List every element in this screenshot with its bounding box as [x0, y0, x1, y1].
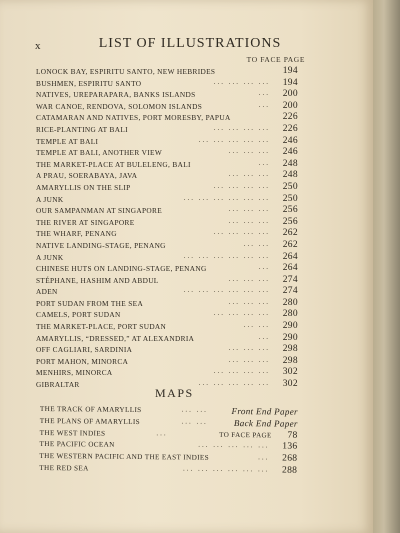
- illustration-caption: MENHIRS, MINORCA: [36, 368, 113, 378]
- page-number: 200: [282, 89, 298, 100]
- map-item: [39, 463, 297, 477]
- list-item: [36, 136, 298, 148]
- leader-dots: ... ... ... ... ...: [198, 441, 270, 450]
- maps-heading: MAPS: [155, 386, 194, 400]
- leader-dots: ... ...: [181, 417, 208, 426]
- list-item: [36, 112, 298, 124]
- illustration-caption: AMARYLLIS, “DRESSED,” AT ALEXANDRIA: [36, 333, 195, 343]
- leader-dots: ... ... ...: [228, 355, 270, 364]
- list-item: [36, 228, 298, 240]
- page-number: 290: [282, 321, 298, 332]
- illustration-caption: WAR CANOE, RENDOVA, SOLOMON ISLANDS: [36, 101, 203, 111]
- map-page: 78: [287, 430, 298, 441]
- leader-dots: ... ... ... ... ... ...: [183, 251, 270, 260]
- map-caption: THE PACIFIC OCEAN: [39, 440, 115, 450]
- to-face-page-label: TO FACE PAGE: [219, 430, 272, 440]
- leader-dots: ... ... ... ... ...: [198, 379, 270, 388]
- leader-dots: ...: [258, 332, 270, 341]
- list-item: [36, 205, 298, 217]
- illustration-caption: CATAMARAN AND NATIVES, PORT MORESBY, PAPUA: [36, 113, 231, 123]
- illustration-caption: NATIVE LANDING-STAGE, PENANG: [36, 240, 166, 250]
- map-page: 288: [281, 465, 298, 476]
- map-caption: THE RED SEA: [39, 463, 89, 473]
- page-number: 280: [282, 309, 298, 320]
- leader-dots: ...: [258, 100, 270, 109]
- illustration-caption: ADEN: [36, 287, 58, 297]
- leader-dots: ...: [258, 158, 270, 167]
- maps-list: [39, 404, 298, 477]
- page-number: 226: [282, 112, 298, 123]
- list-item: [36, 298, 298, 310]
- list-item: [36, 78, 298, 90]
- leader-dots: ... ... ... ... ... ...: [183, 464, 270, 474]
- page-number: 302: [282, 367, 298, 378]
- page-number: 250: [282, 181, 298, 192]
- illustration-caption: THE RIVER AT SINGAPORE: [36, 217, 135, 227]
- illustration-caption: PORT SUDAN FROM THE SEA: [36, 298, 144, 308]
- leader-dots: ... ... ... ... ...: [198, 135, 270, 144]
- list-item: [36, 263, 298, 275]
- page-number: 298: [282, 344, 298, 355]
- list-item: [36, 182, 298, 194]
- leader-dots: ... ... ...: [228, 170, 270, 179]
- map-caption: THE WESTERN PACIFIC AND THE EAST INDIES: [39, 452, 210, 462]
- list-item: [36, 286, 298, 298]
- page-number: 246: [282, 147, 298, 158]
- page-number: 226: [282, 123, 298, 134]
- list-item: [36, 240, 298, 252]
- leader-dots: ... ... ...: [228, 344, 270, 353]
- list-item: [36, 66, 298, 78]
- illustration-caption: LONOCK BAY, ESPIRITU SANTO, NEW HEBRIDES: [36, 67, 216, 76]
- illustration-caption: CHINESE HUTS ON LANDING-STAGE, PENANG: [36, 264, 207, 274]
- list-item: [36, 124, 298, 136]
- illustration-caption: CAMELS, PORT SUDAN: [36, 310, 121, 320]
- page-number: 274: [282, 274, 298, 285]
- page-number: 298: [282, 355, 298, 366]
- illustration-caption: OUR SAMPANMAN AT SINGAPORE: [36, 206, 163, 216]
- page-number: 264: [282, 263, 298, 274]
- page-number: 194: [282, 77, 298, 88]
- leader-dots: ... ... ...: [228, 297, 270, 306]
- illustration-caption: TEMPLE AT BALI: [36, 136, 99, 146]
- illustration-caption: RICE-PLANTING AT BALI: [36, 124, 128, 134]
- illustration-caption: AMARYLLIS ON THE SLIP: [36, 182, 131, 192]
- illustrations-list: [36, 66, 298, 391]
- illustration-caption: THE WHARF, PENANG: [36, 229, 117, 239]
- leader-dots: ... ...: [243, 321, 270, 330]
- leader-dots: ... ... ... ...: [213, 77, 270, 86]
- illustration-caption: BUSHMEN, ESPIRITU SANTO: [36, 78, 142, 88]
- page-number: 262: [282, 239, 298, 250]
- page-number: 200: [282, 100, 298, 111]
- page-number: 248: [282, 158, 298, 169]
- list-item: [36, 344, 298, 356]
- list-item: [36, 275, 298, 287]
- list-item: [36, 101, 298, 113]
- list-item: [36, 217, 298, 229]
- map-page: Back End Paper: [233, 417, 298, 429]
- map-page: Front End Paper: [231, 406, 298, 417]
- leader-dots: ... ...: [181, 405, 208, 414]
- page-number: 302: [282, 379, 298, 390]
- illustration-caption: A PRAU, SOERABAYA, JAVA: [36, 171, 138, 181]
- list-item: [36, 321, 298, 333]
- leader-dots: ...: [258, 263, 270, 272]
- page-number: 256: [282, 205, 298, 216]
- leader-dots: ... ... ... ...: [213, 309, 270, 318]
- page-number: 194: [282, 66, 298, 76]
- page-title: LIST OF ILLUSTRATIONS: [98, 36, 282, 51]
- illustration-caption: GIBRALTAR: [36, 380, 80, 390]
- list-item: [36, 89, 298, 101]
- leader-dots: ...: [156, 428, 168, 437]
- leader-dots: ... ... ... ...: [213, 228, 270, 237]
- book-page-edge: [373, 0, 400, 533]
- page-number: 246: [282, 135, 298, 146]
- leader-dots: ...: [258, 89, 270, 98]
- illustration-caption: NATIVES, UREPARAPARA, BANKS ISLANDS: [36, 90, 196, 100]
- list-item: [36, 252, 298, 264]
- page-folio: x: [35, 40, 41, 52]
- leader-dots: ... ... ... ... ... ...: [183, 193, 270, 202]
- illustration-caption: THE MARKET-PLACE AT BULELENG, BALI: [36, 159, 191, 169]
- page-number: 274: [282, 286, 298, 297]
- map-page: 136: [282, 441, 298, 453]
- page-number: 290: [282, 332, 298, 343]
- map-page: 268: [282, 453, 298, 464]
- list-item: [36, 194, 298, 206]
- map-caption: THE PLANS OF AMARYLLIS: [39, 416, 141, 426]
- illustration-caption: PORT MAHON, MINORCA: [36, 356, 129, 366]
- list-item: [36, 309, 298, 321]
- list-item: [36, 147, 298, 159]
- leader-dots: ... ... ...: [228, 205, 270, 214]
- list-item: [36, 367, 298, 379]
- leader-dots: ...: [258, 453, 270, 462]
- page-number: 248: [282, 170, 298, 181]
- list-item: [36, 159, 298, 171]
- leader-dots: ... ... ...: [228, 274, 270, 283]
- leader-dots: ... ... ... ...: [213, 181, 270, 190]
- list-item: [36, 333, 298, 345]
- illustration-caption: STÉPHANE, HASHIM AND ABDUL: [36, 275, 159, 285]
- illustration-caption: THE MARKET-PLACE, PORT SUDAN: [36, 322, 167, 332]
- page-number: 264: [282, 251, 298, 262]
- list-item: [36, 356, 298, 368]
- list-item: [36, 170, 298, 182]
- leader-dots: ... ... ... ...: [213, 367, 270, 376]
- page-number: 256: [282, 216, 298, 227]
- page-number: 250: [282, 193, 298, 204]
- map-caption: THE TRACK OF AMARYLLIS: [39, 404, 142, 415]
- illustration-caption: TEMPLE AT BALI, ANOTHER VIEW: [36, 148, 163, 158]
- leader-dots: ... ... ...: [228, 216, 270, 225]
- page-number: 280: [282, 297, 298, 308]
- leader-dots: ... ...: [243, 239, 270, 248]
- illustration-caption: A JUNK: [36, 252, 64, 262]
- illustration-caption: OFF CAGLIARI, SARDINIA: [36, 345, 133, 355]
- map-caption: THE WEST INDIES: [39, 428, 106, 438]
- column-heading: TO FACE PAGE: [246, 55, 305, 64]
- page-number: 262: [282, 228, 298, 239]
- leader-dots: ... ... ...: [228, 147, 270, 156]
- illustration-caption: A JUNK: [36, 194, 64, 204]
- leader-dots: ... ... ... ...: [213, 123, 270, 132]
- leader-dots: ... ... ... ... ... ...: [183, 286, 270, 295]
